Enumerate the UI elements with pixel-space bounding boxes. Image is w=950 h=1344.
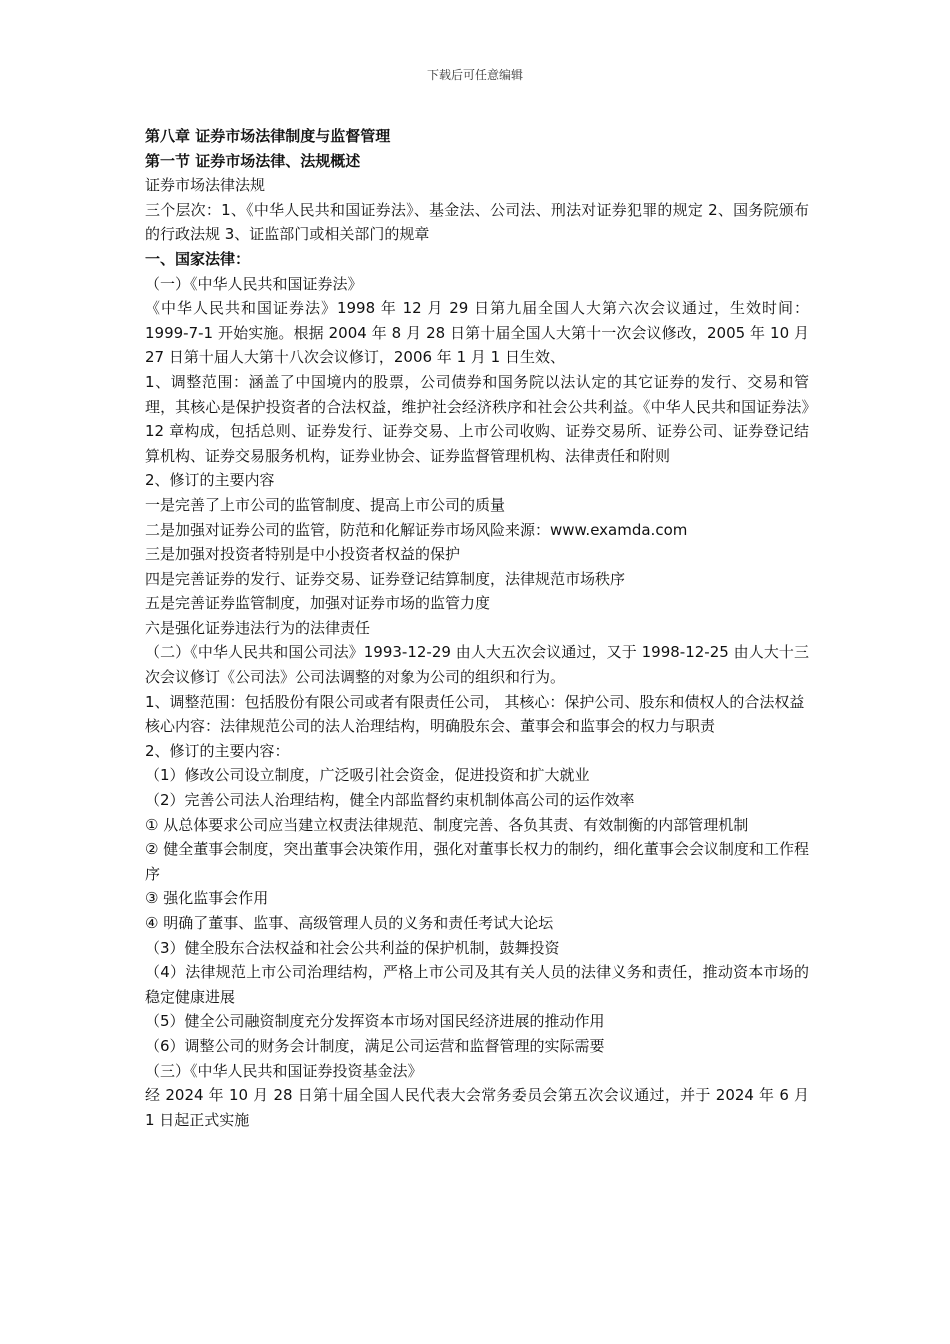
body-paragraph: （二）《中华人民共和国公司法》1993-12-29 由人大五次会议通过，又于 1998-12-25 由人大十三次会议修订《公司法》公司法调整的对象为公司的组织和行为。 (145, 643, 809, 687)
body-paragraph: ② 健全董事会制度，突出董事会决策作用，强化对董事长权力的制约，细化董事会会议制度和工作程序 (145, 840, 809, 883)
section-heading: 第八章 证券市场法律制度与监督管理 (145, 127, 391, 145)
body-paragraph: 1、调整范围：包括股份有限公司或者有限责任公司， 其核心：保护公司、股东和债权人的合法权益 (145, 692, 805, 711)
body-paragraph: 核心内容：法律规范公司的法人治理结构，明确股东会、董事会和监事会的权力与职责 (145, 717, 716, 736)
body-paragraph: 2、修订的主要内容 (145, 471, 275, 490)
body-paragraph: （一）《中华人民共和国证券法》 (145, 274, 363, 293)
section-heading: 第一节 证券市场法律、法规概述 (145, 151, 361, 170)
body-paragraph: （5）健全公司融资制度充分发挥资本市场对国民经济进展的推动作用 (145, 1012, 605, 1031)
body-paragraph: 二是加强对证券公司的监管，防范和化解证券市场风险来源：www.examda.com (145, 520, 688, 539)
body-paragraph: ① 从总体要求公司应当建立权责法律规范、制度完善、各负其责、有效制衡的内部管理机制 (145, 815, 749, 834)
body-paragraph: （6）调整公司的财务会计制度，满足公司运营和监督管理的实际需要 (145, 1036, 605, 1055)
body-paragraph: 六是强化证券违法行为的法律责任 (145, 618, 371, 637)
section-heading: 一、国家法律： (145, 249, 251, 268)
body-paragraph: （3）健全股东合法权益和社会公共利益的保护机制，鼓舞投资 (145, 938, 560, 957)
body-paragraph: （三）《中华人民共和国证券投资基金法》 (145, 1061, 423, 1080)
body-paragraph: 三个层次：1、《中华人民共和国证券法》、基金法、公司法、刑法对证券犯罪的规定 2、国务院颁布的行政法规 3、证监部门或相关部门的规章 (145, 200, 809, 244)
body-paragraph: 《中华人民共和国证券法》1998 年 12 月 29 日第九届全国人大第六次会议通过，生效时间： 1999-7-1 开始实施。根据 2004 年 8 月 28 日第十届全国人大第十一次会议修改，2005 年 10 月 27 日第十届人大第十八次会议修订，2006 年 1 月 1 日生效、 (145, 299, 809, 367)
page-header: 下载后可任意编辑 (426, 68, 523, 82)
body-paragraph: ④ 明确了董事、监事、高级管理人员的义务和责任考试大论坛 (145, 914, 554, 932)
body-paragraph: 一是完善了上市公司的监管制度、提高上市公司的质量 (145, 495, 506, 514)
body-paragraph: 经 2024 年 10 月 28 日第十届全国人民代表大会常务委员会第五次会议通过，并于 2024 年 6 月 1 日起正式实施 (145, 1086, 809, 1129)
body-paragraph: 1、调整范围：涵盖了中国境内的股票，公司债券和国务院以法认定的其它证券的发行、交易和管理，其核心是保护投资者的合法权益，维护社会经济秩序和社会公共利益。《中华人民共和国证券法》12 章构成，包括总则、证券发行、证券交易、上市公司收购、证券交易所、证券公司、证券登记结算机构、证券交易服务机构，证券业协会、证券监督管理机构、法律责任和附则 (145, 372, 809, 465)
body-paragraph: 2、修订的主要内容： (145, 741, 290, 760)
body-paragraph: 证券市场法律法规 (145, 176, 266, 195)
body-paragraph: 三是加强对投资者特别是中小投资者权益的保护 (145, 545, 461, 564)
body-paragraph: （4）法律规范上市公司治理结构，严格上市公司及其有关人员的法律义务和责任，推动资本市场的稳定健康进展 (145, 963, 809, 1006)
document-body (145, 124, 809, 1132)
body-paragraph: 五是完善证券监管制度，加强对证券市场的监管力度 (145, 594, 491, 613)
body-paragraph: 四是完善证券的发行、证券交易、证券登记结算制度，法律规范市场秩序 (145, 569, 626, 588)
body-paragraph: ③ 强化监事会作用 (145, 889, 269, 908)
body-paragraph: （2）完善公司法人治理结构，健全内部监督约束机制体高公司的运作效率 (145, 791, 635, 810)
body-paragraph: （1）修改公司设立制度，广泛吸引社会资金，促进投资和扩大就业 (145, 766, 590, 785)
